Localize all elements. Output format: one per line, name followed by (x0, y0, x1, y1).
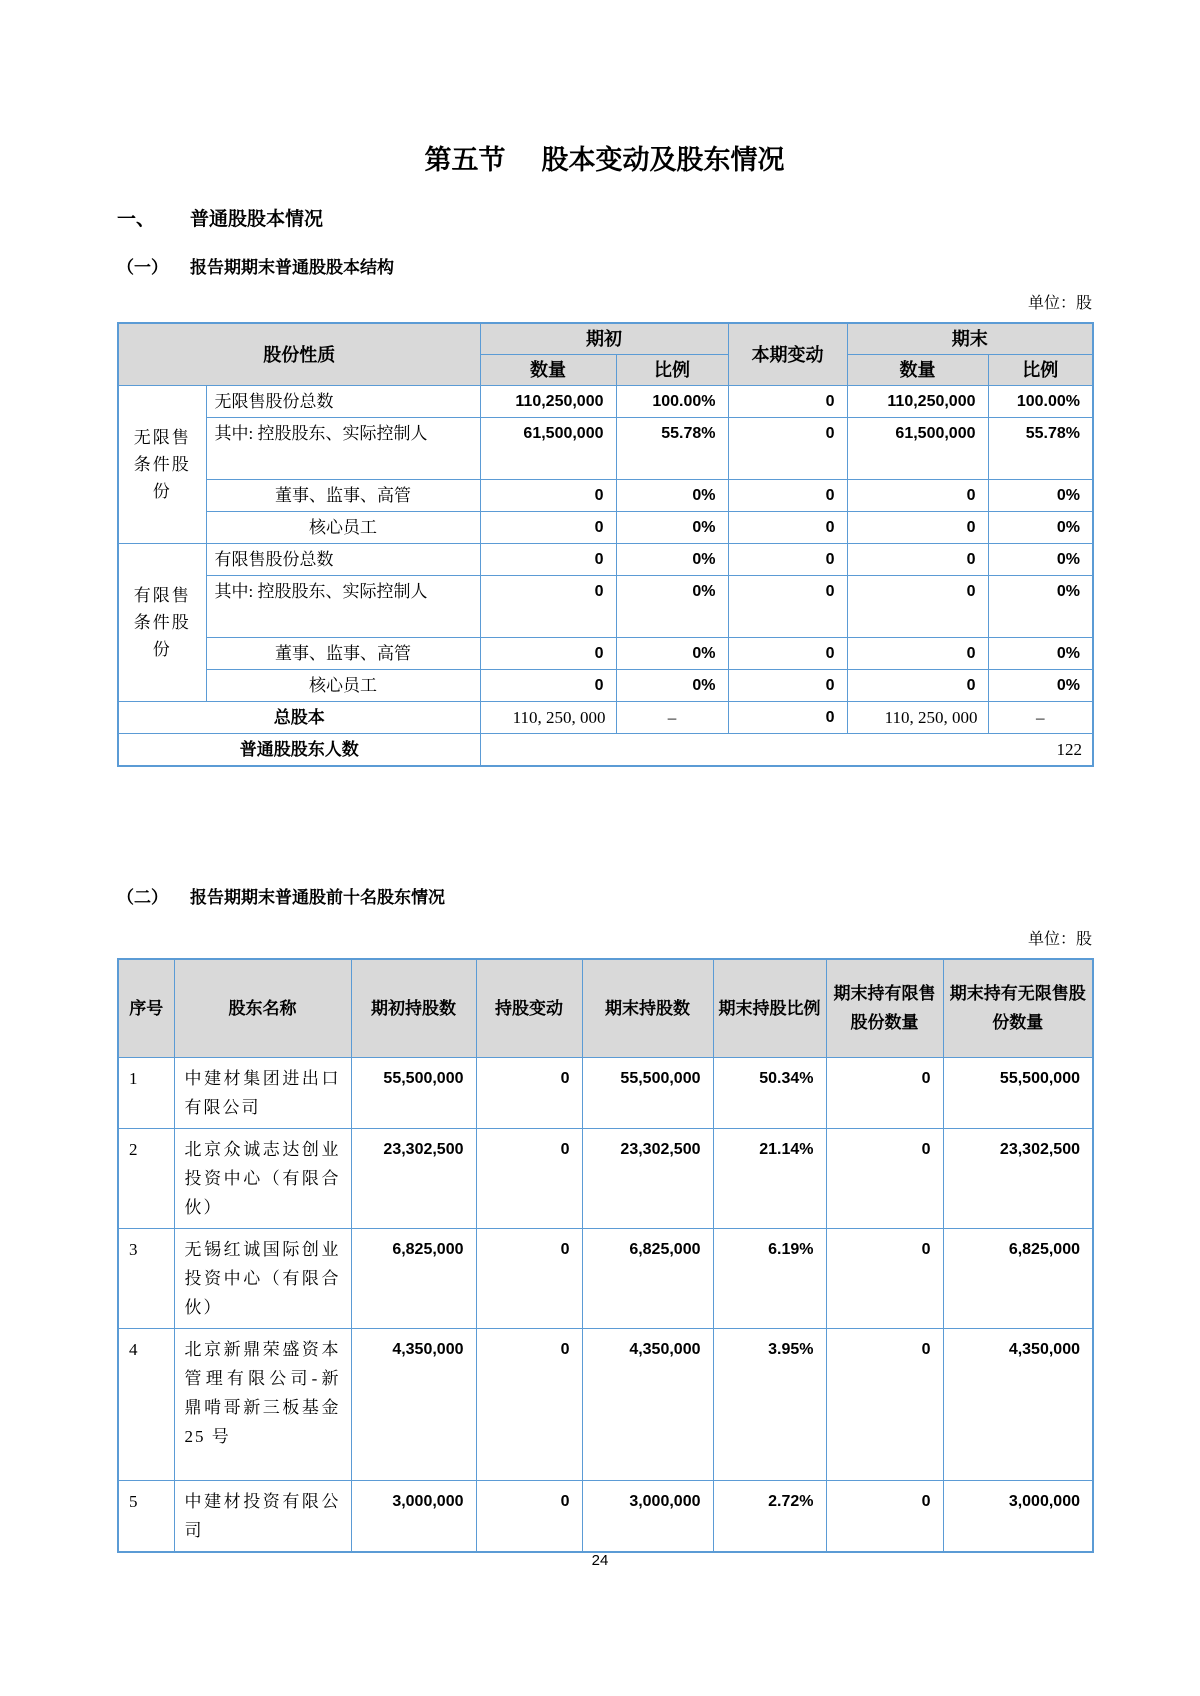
header-end-restricted: 期末持有限售股份数量 (826, 959, 943, 1057)
subsection-title: 报告期期末普通股前十名股东情况 (190, 888, 445, 907)
index-cell: 5 (118, 1480, 174, 1552)
end-ratio-cell: 100.00% (988, 386, 1093, 418)
table-row (118, 512, 1093, 544)
table-row (118, 544, 1093, 576)
change-cell: 0 (728, 638, 847, 670)
shareholder-row (118, 1228, 1093, 1328)
index-cell: 2 (118, 1128, 174, 1228)
end-ratio-cell: 0% (988, 670, 1093, 702)
end-shares-cell: 55,500,000 (582, 1057, 713, 1128)
begin-qty-cell: 0 (480, 576, 616, 638)
end-ratio-cell: 50.34% (713, 1057, 826, 1128)
row-label: 其中: 控股股东、实际控制人 (206, 576, 480, 638)
end-ratio-cell: 6.19% (713, 1228, 826, 1328)
end-ratio-cell: 0% (988, 576, 1093, 638)
end-restricted-cell: 0 (826, 1228, 943, 1328)
shareholder-name-cell: 中建材投资有限公司 (174, 1480, 351, 1552)
header-period-begin: 期初 (480, 323, 728, 355)
change-cell: 0 (728, 576, 847, 638)
doc-title-chapter: 第五节 (424, 145, 506, 175)
end-qty-cell: 0 (847, 576, 988, 638)
begin-qty-cell: 0 (480, 512, 616, 544)
index-cell: 1 (118, 1057, 174, 1128)
header-end-unrestricted: 期末持有无限售股份数量 (943, 959, 1093, 1057)
shareholder-name-cell: 中建材集团进出口有限公司 (174, 1057, 351, 1128)
section-heading-1 (117, 204, 1092, 231)
end-ratio-cell: 0% (988, 480, 1093, 512)
header-begin-shares: 期初持股数 (351, 959, 476, 1057)
subsection-title: 报告期期末普通股股本结构 (190, 258, 394, 277)
begin-ratio-cell: 0% (616, 576, 728, 638)
holders-label: 普通股股东人数 (118, 734, 480, 767)
header-end-ratio: 比例 (988, 355, 1093, 386)
shareholder-row (118, 1057, 1093, 1128)
end-shares-cell: 4,350,000 (582, 1328, 713, 1480)
row-label: 核心员工 (206, 512, 480, 544)
index-cell: 3 (118, 1228, 174, 1328)
table-row (118, 576, 1093, 638)
row-label: 董事、监事、高管 (206, 480, 480, 512)
table-row (118, 418, 1093, 480)
end-qty-cell: 110,250,000 (847, 386, 988, 418)
section-number: 一、 (117, 209, 156, 230)
begin-shares-cell: 3,000,000 (351, 1480, 476, 1552)
begin-ratio-cell: 0% (616, 512, 728, 544)
change-cell: 0 (728, 418, 847, 480)
begin-ratio-cell: 0% (616, 544, 728, 576)
table-row (118, 670, 1093, 702)
shareholder-row (118, 1328, 1093, 1480)
shareholder-name-cell: 北京新鼎荣盛资本管理有限公司-新鼎啃哥新三板基金 25 号 (174, 1328, 351, 1480)
end-restricted-cell: 0 (826, 1480, 943, 1552)
begin-qty-cell: 0 (480, 480, 616, 512)
total-end-qty: 110, 250, 000 (847, 702, 988, 734)
change-cell: 0 (728, 512, 847, 544)
total-label: 总股本 (118, 702, 480, 734)
unit-label-1: 单位：股 (1027, 295, 1092, 312)
row-label: 董事、监事、高管 (206, 638, 480, 670)
end-unrestricted-cell: 3,000,000 (943, 1480, 1093, 1552)
doc-title (117, 138, 1092, 177)
holders-value: 122 (480, 734, 1093, 767)
begin-qty-cell: 61,500,000 (480, 418, 616, 480)
header-end-shares: 期末持股数 (582, 959, 713, 1057)
table-row (118, 386, 1093, 418)
table1-header-row-1 (118, 323, 1093, 355)
header-begin-ratio: 比例 (616, 355, 728, 386)
table-row (118, 480, 1093, 512)
begin-qty-cell: 0 (480, 638, 616, 670)
share-change-cell: 0 (476, 1328, 582, 1480)
total-end-ratio: – (988, 702, 1093, 734)
holders-count-row (118, 734, 1093, 767)
begin-ratio-cell: 0% (616, 638, 728, 670)
begin-shares-cell: 6,825,000 (351, 1228, 476, 1328)
share-change-cell: 0 (476, 1057, 582, 1128)
header-share-nature: 股份性质 (118, 323, 480, 386)
header-end-qty: 数量 (847, 355, 988, 386)
end-unrestricted-cell: 6,825,000 (943, 1228, 1093, 1328)
header-index: 序号 (118, 959, 174, 1057)
row-label: 其中: 控股股东、实际控制人 (206, 418, 480, 480)
begin-qty-cell: 110,250,000 (480, 386, 616, 418)
begin-shares-cell: 4,350,000 (351, 1328, 476, 1480)
share-change-cell: 0 (476, 1228, 582, 1328)
share-change-cell: 0 (476, 1480, 582, 1552)
begin-ratio-cell: 100.00% (616, 386, 728, 418)
subsection-number: （一） (117, 258, 168, 277)
end-ratio-cell: 55.78% (988, 418, 1093, 480)
share-structure-table (117, 322, 1094, 767)
end-shares-cell: 6,825,000 (582, 1228, 713, 1328)
share-change-cell: 0 (476, 1128, 582, 1228)
shareholder-row (118, 1480, 1093, 1552)
subsection-number: （二） (117, 888, 168, 907)
row-label: 有限售股份总数 (206, 544, 480, 576)
end-qty-cell: 0 (847, 480, 988, 512)
category-restricted: 有限售条件股份 (118, 544, 206, 702)
change-cell: 0 (728, 386, 847, 418)
shareholder-name-cell: 北京众诚志达创业投资中心（有限合伙） (174, 1128, 351, 1228)
change-cell: 0 (728, 670, 847, 702)
end-shares-cell: 3,000,000 (582, 1480, 713, 1552)
change-cell: 0 (728, 480, 847, 512)
end-qty-cell: 61,500,000 (847, 418, 988, 480)
end-restricted-cell: 0 (826, 1057, 943, 1128)
header-end-ratio: 期末持股比例 (713, 959, 826, 1057)
shareholder-name-cell: 无锡红诚国际创业投资中心（有限合伙） (174, 1228, 351, 1328)
end-qty-cell: 0 (847, 544, 988, 576)
end-ratio-cell: 21.14% (713, 1128, 826, 1228)
end-unrestricted-cell: 4,350,000 (943, 1328, 1093, 1480)
header-shareholder-name: 股东名称 (174, 959, 351, 1057)
subsection-heading-2 (117, 883, 1092, 908)
begin-qty-cell: 0 (480, 544, 616, 576)
end-restricted-cell: 0 (826, 1128, 943, 1228)
table2-header-row (118, 959, 1093, 1057)
end-qty-cell: 0 (847, 512, 988, 544)
begin-shares-cell: 55,500,000 (351, 1057, 476, 1128)
end-ratio-cell: 2.72% (713, 1480, 826, 1552)
begin-ratio-cell: 55.78% (616, 418, 728, 480)
unit-label-2: 单位：股 (1027, 931, 1092, 948)
top-shareholders-table (117, 958, 1094, 1553)
total-begin-ratio: – (616, 702, 728, 734)
row-label: 核心员工 (206, 670, 480, 702)
end-unrestricted-cell: 23,302,500 (943, 1128, 1093, 1228)
begin-qty-cell: 0 (480, 670, 616, 702)
end-unrestricted-cell: 55,500,000 (943, 1057, 1093, 1128)
total-begin-qty: 110, 250, 000 (480, 702, 616, 734)
change-cell: 0 (728, 544, 847, 576)
end-ratio-cell: 0% (988, 638, 1093, 670)
begin-ratio-cell: 0% (616, 480, 728, 512)
total-change: 0 (728, 702, 847, 734)
page-number: 24 (591, 1552, 609, 1569)
end-qty-cell: 0 (847, 670, 988, 702)
end-restricted-cell: 0 (826, 1328, 943, 1480)
doc-title-text: 股本变动及股东情况 (541, 145, 785, 175)
header-period-end: 期末 (847, 323, 1093, 355)
end-ratio-cell: 3.95% (713, 1328, 826, 1480)
end-qty-cell: 0 (847, 638, 988, 670)
table-row (118, 638, 1093, 670)
header-begin-qty: 数量 (480, 355, 616, 386)
shareholder-row (118, 1128, 1093, 1228)
section-title: 普通股股本情况 (190, 209, 324, 230)
begin-ratio-cell: 0% (616, 670, 728, 702)
header-share-change: 持股变动 (476, 959, 582, 1057)
row-label: 无限售股份总数 (206, 386, 480, 418)
index-cell: 4 (118, 1328, 174, 1480)
end-shares-cell: 23,302,500 (582, 1128, 713, 1228)
subsection-heading-1 (117, 253, 1092, 278)
end-ratio-cell: 0% (988, 544, 1093, 576)
begin-shares-cell: 23,302,500 (351, 1128, 476, 1228)
header-period-change: 本期变动 (728, 323, 847, 386)
total-row (118, 702, 1093, 734)
end-ratio-cell: 0% (988, 512, 1093, 544)
category-unrestricted: 无限售条件股份 (118, 386, 206, 544)
